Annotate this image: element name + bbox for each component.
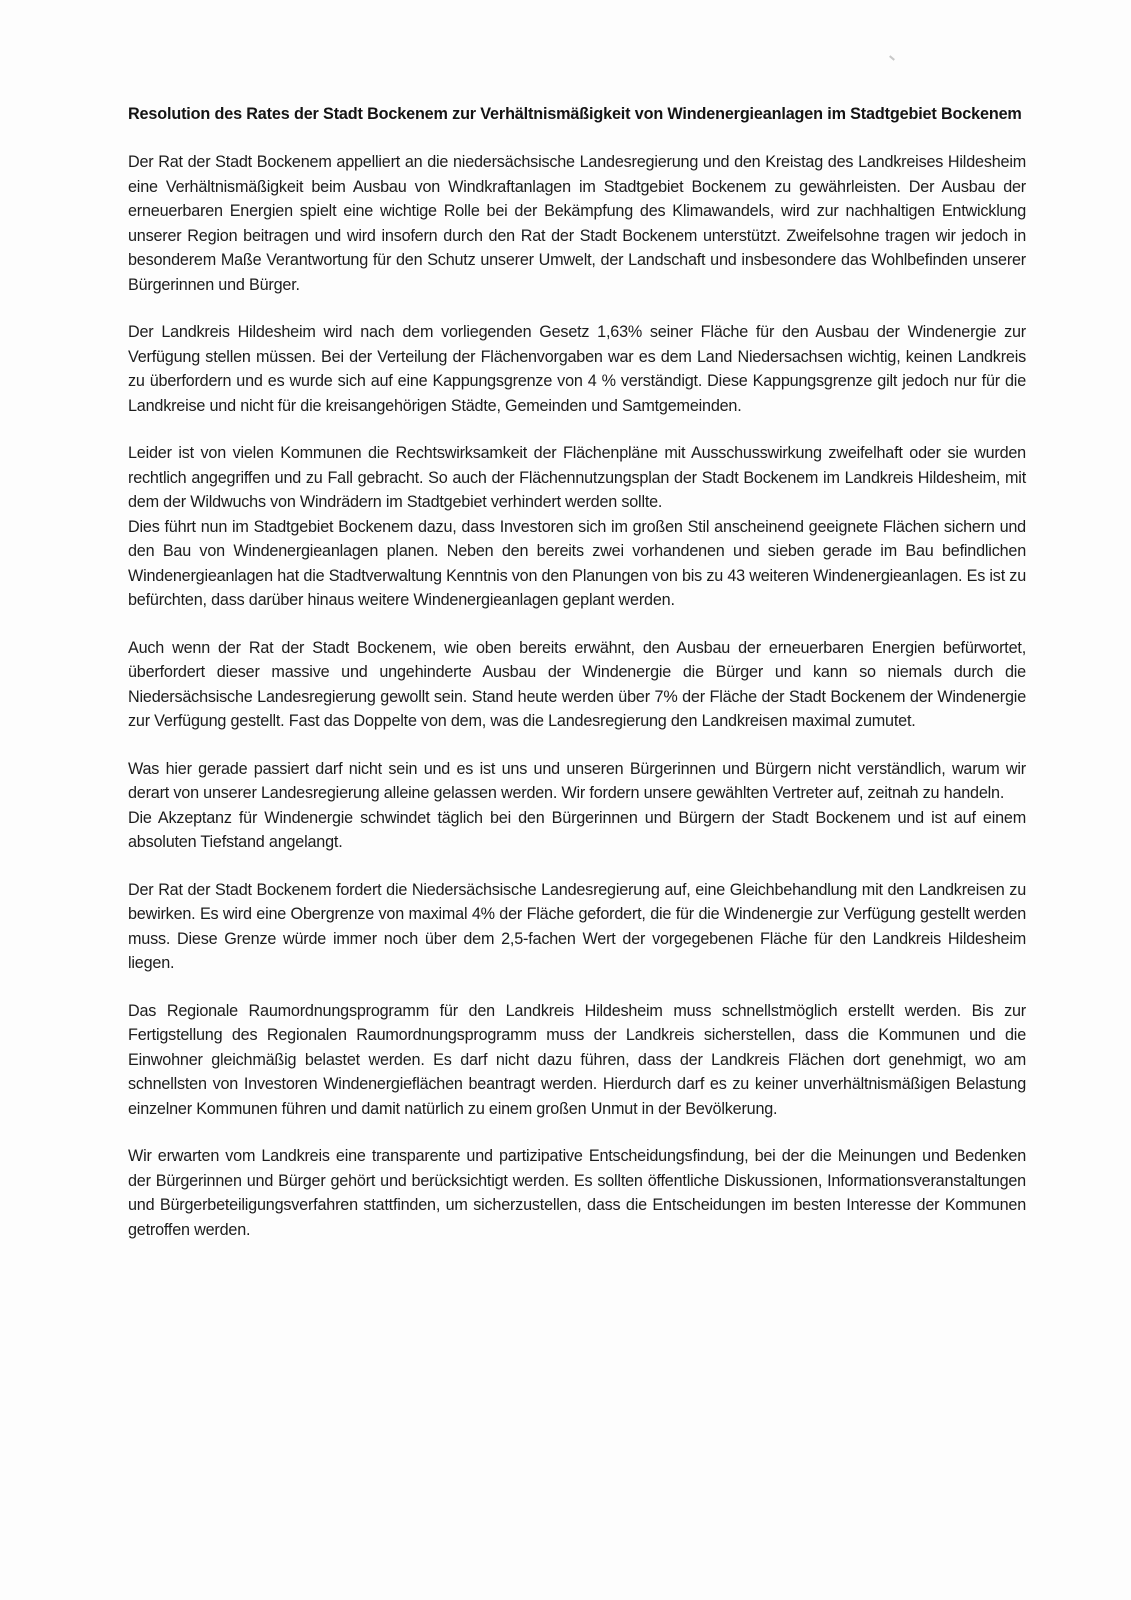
paragraph-acceptance: Die Akzeptanz für Windenergie schwindet täglich bei den Bürgerinnen und Bürgern der Stadt Bockenem und ist auf einem absoluten Tiefstand angelangt.: [128, 808, 1026, 851]
scan-artifact: [889, 55, 895, 60]
document-title: Resolution des Rates der Stadt Bockenem zur Verhältnismäßigkeit von Windenergieanlagen im Stadtgebiet Bockenem: [128, 105, 1022, 123]
paragraph-regional-program: Das Regionale Raumordnungsprogramm für den Landkreis Hildesheim muss schnellstmöglich erstellt werden. Bis zur Fertigstellung des Regionalen Raumordnungsprogramm muss der Landkreis sicherstellen, dass die Kommunen und die Einwohner gleichmäßig belastet werden. Es darf nicht dazu führen, dass der Landkreis Flächen dort genehmigt, wo am schnellsten von Investoren Windenergieflächen beantragt werden. Hierdurch darf es zu keiner unverhältnismäßigen Belastung einzelner Kommunen führen und damit natürlich zu einem großen Unmut in der Bevölkerung.: [128, 1001, 1026, 1118]
paragraph-upper-limit: Der Rat der Stadt Bockenem fordert die Niedersächsische Landesregierung auf, eine Gleichbehandlung mit den Landkreisen zu bewirken. Es wird eine Obergrenze von maximal 4% der Fläche gefordert, die für die Windenergie zur Verfügung gestellt werden muss. Diese Grenze würde immer noch über dem 2,5-fachen Wert der vorgegebenen Fläche für den Landkreis Hildesheim liegen.: [128, 880, 1026, 972]
paragraph-participation: Wir erwarten vom Landkreis eine transparente und partizipative Entscheidungsfindung, bei der die Meinungen und Bedenken der Bürgerinnen und Bürger gehört und berücksichtigt werden. Es sollten öffentliche Diskussionen, Informationsveranstaltungen und Bürgerbeteiligungsverfahren stattfinden, um sicherzustellen, dass die Entscheidungen im besten Interesse der Kommunen getroffen werden.: [128, 1147, 1026, 1239]
paragraph-demand-action: Was hier gerade passiert darf nicht sein und es ist uns und unseren Bürgerinnen und Bürgern nicht verständlich, warum wir derart von unserer Landesregierung alleine gelassen werden. Wir fordern unsere gewählten Vertreter auf, zeitnah zu handeln.: [128, 759, 1026, 802]
paragraph-landkreis-quota: Der Landkreis Hildesheim wird nach dem vorliegenden Gesetz 1,63% seiner Fläche für den Ausbau der Windenergie zur Verfügung stellen müssen. Bei der Verteilung der Flächenvorgaben war es dem Land Niedersachsen wichtig, keinen Landkreis zu überfordern und es wurde sich auf eine Kappungsgrenze von 4 % verständigt. Diese Kappungsgrenze gilt jedoch nur für die Landkreise und nicht für die kreisangehörigen Städte, Gemeinden und Samtgemeinden.: [128, 323, 1026, 415]
paragraph-legal-challenges: Leider ist von vielen Kommunen die Rechtswirksamkeit der Flächenpläne mit Ausschusswirkung zweifelhaft oder sie wurden rechtlich angegriffen und zu Fall gebracht. So auch der Flächennutzungsplan der Stadt Bockenem im Landkreis Hildesheim, mit dem der Wildwuchs von Windrädern im Stadtgebiet verhindert werden sollte.: [128, 444, 1026, 511]
paragraph-investors: Dies führt nun im Stadtgebiet Bockenem dazu, dass Investoren sich im großen Stil anscheinend geeignete Flächen sichern und den Bau von Windenergieanlagen planen. Neben den bereits zwei vorhandenen und sieben gerade im Bau befindlichen Windenergieanlagen hat die Stadtverwaltung Kenntnis von den Planungen von bis zu 43 weiteren Windenergieanlagen. Es ist zu befürchten, dass darüber hinaus weitere Windenergieanlagen geplant werden.: [128, 517, 1026, 609]
document-body: [128, 103, 1026, 1265]
paragraph-overload: Auch wenn der Rat der Stadt Bockenem, wie oben bereits erwähnt, den Ausbau der erneuerbaren Energien befürwortet, überfordert dieser massive und ungehinderte Ausbau der Windenergie die Bürger und kann so niemals durch die Niedersächsische Landesregierung gewollt sein. Stand heute werden über 7% der Fläche der Stadt Bockenem der Windenergie zur Verfügung gestellt. Fast das Doppelte von dem, was die Landesregierung den Landkreisen maximal zumutet.: [128, 638, 1026, 730]
paragraph-appeal: Der Rat der Stadt Bockenem appelliert an die niedersächsische Landesregierung und den Kreistag des Landkreises Hildesheim eine Verhältnismäßigkeit beim Ausbau von Windkraftanlagen im Stadtgebiet Bockenem zu gewährleisten. Der Ausbau der erneuerbaren Energien spielt eine wichtige Rolle bei der Bekämpfung des Klimawandels, wird zur nachhaltigen Entwicklung unserer Region beitragen und wird insofern durch den Rat der Stadt Bockenem unterstützt. Zweifelsohne tragen wir jedoch in besonderem Maße Verantwortung für den Schutz unserer Umwelt, der Landschaft und insbesondere das Wohlbefinden unserer Bürgerinnen und Bürger.: [128, 153, 1026, 294]
